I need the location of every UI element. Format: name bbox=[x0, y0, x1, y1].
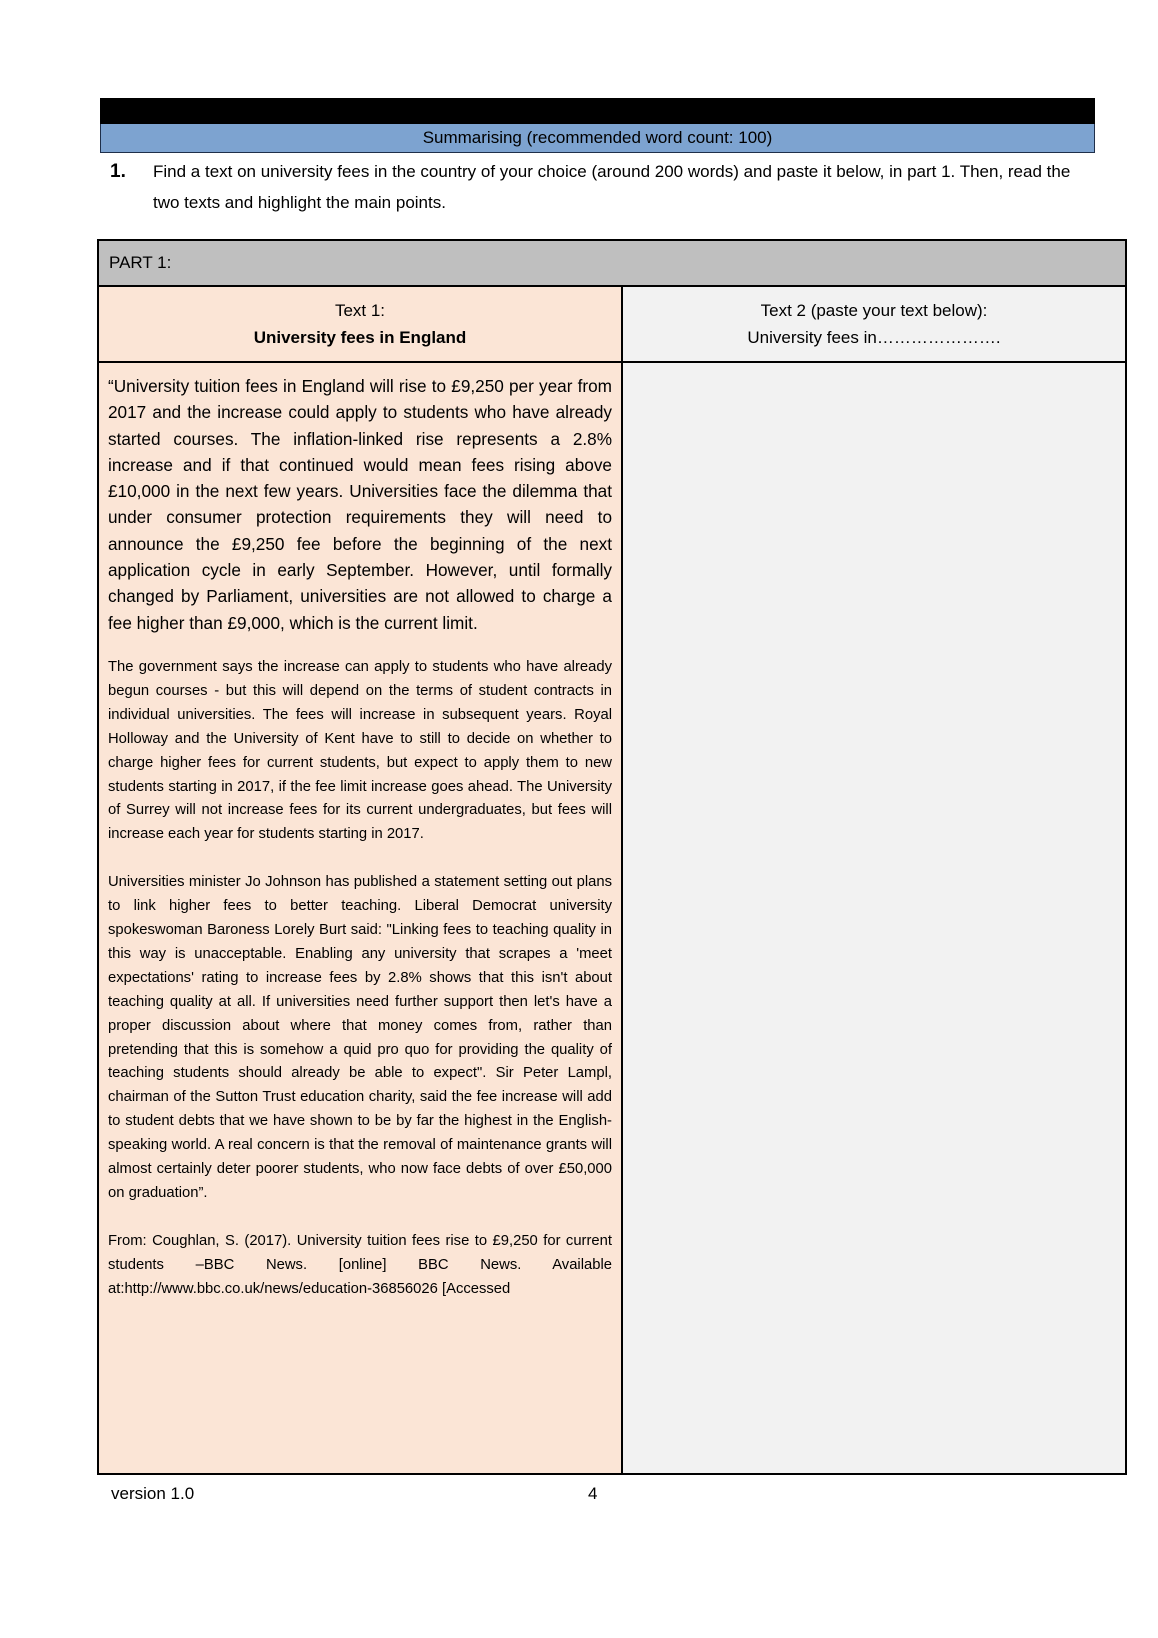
text2-heading: Text 2 (paste your text below): bbox=[760, 301, 988, 320]
text1-paragraph: “University tuition fees in England will rise to £9,250 per year from 2017 and the increase could apply to students who have already started courses. The inflation-linked rise represents a 2.8% increase and if that continued would mean fees rising above £10,000 in the next few years. Universities face the dilemma that under consumer protection requirements they will need to announce the £9,250 fee before the beginning of the next application cycle in early September. However, until formally changed by Parliament, universities are not allowed to charge a fee higher than £9,000, which is the current limit. bbox=[108, 376, 612, 633]
section-title: Summarising (recommended word count: 100) bbox=[100, 124, 1095, 153]
part-label: PART 1: bbox=[98, 240, 1126, 286]
text1-citation: From: Coughlan, S. (2017). University tuition fees rise to £9,250 for current students –BBC News. [online] BBC News. Available at:http://www.bbc.co.uk/news/education-36856026 [Accessed bbox=[108, 1232, 612, 1297]
header-black-bar bbox=[100, 98, 1095, 124]
part1-table bbox=[97, 239, 1127, 1475]
page-number: 4 bbox=[588, 1484, 598, 1503]
instruction-number: 1. bbox=[110, 161, 126, 182]
footer-version: version 1.0 bbox=[111, 1484, 195, 1503]
text2-header bbox=[622, 286, 1126, 362]
text1-title: University fees in England bbox=[253, 328, 467, 347]
text1-paragraph: The government says the increase can apply to students who have already begun courses - but this will depend on the terms of student contracts in individual universities. The fees will increase in subsequent years. Royal Holloway and the University of Kent have to still to decide on whether to charge higher fees for current students, but expect to apply them to new students starting in 2017, if the fee limit increase goes ahead. The University of Surrey will not increase fees for its current undergraduates, but fees will increase each year for students starting in 2017. bbox=[108, 658, 612, 843]
text1-header bbox=[98, 286, 622, 362]
instruction-text: Find a text on university fees in the country of your choice (around 200 words) and paste it below, in part 1. Then, read the two texts and highlight the main points. bbox=[153, 162, 1071, 212]
text2-paste-area[interactable] bbox=[622, 362, 1126, 1474]
text1-body bbox=[98, 362, 622, 1474]
text1-paragraph: Universities minister Jo Johnson has published a statement setting out plans to link higher fees to better teaching. Liberal Democrat university spokeswoman Baroness Lorely Burt said: "Linking fees to teaching quality in this way is unacceptable. Enabling any university that scrapes a 'meet expectations' rating to increase fees by 2.8% shows that this isn't about teaching quality at all. If universities need further support then let's have a proper discussion about where that money comes from, rather than pretending that this is somehow a quid pro quo for providing the quality of teaching students should already be able to expect". Sir Peter Lampl, chairman of the Sutton Trust education charity, said the fee increase will add to student debts that we have shown to be by far the highest in the English-speaking world. A real concern is that the removal of maintenance grants will almost certainly deter poorer students, who now face debts of over £50,000 on graduation”. bbox=[108, 874, 612, 1201]
instruction bbox=[110, 156, 1090, 218]
text1-heading: Text 1: bbox=[334, 301, 386, 320]
text2-title: University fees in…………………. bbox=[747, 328, 1001, 347]
